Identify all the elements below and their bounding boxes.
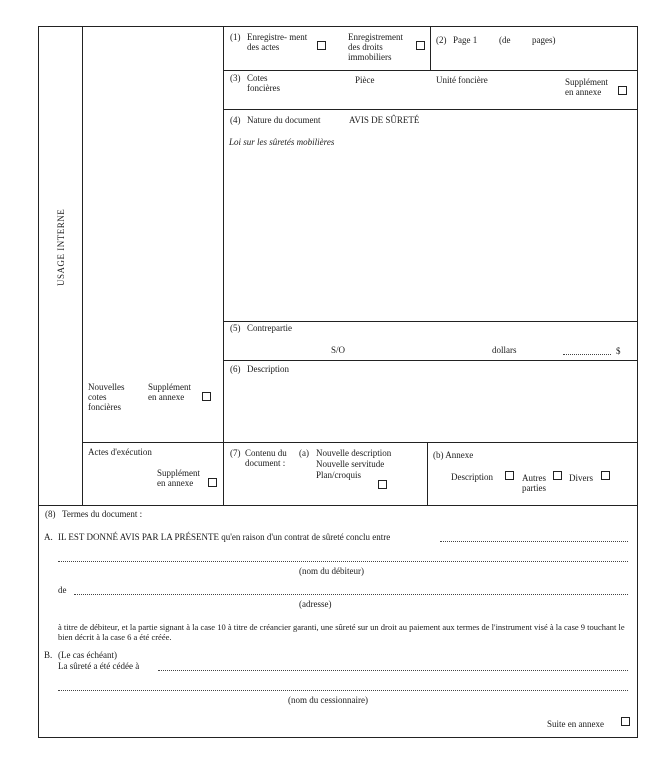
section-a-paragraph: à titre de débiteur, et la partie signant à la case 10 à titre de créancier garanti, une sûreté sur un droit au paiement aux termes de l'instrument visé à la case 9 touchant le bien décrit à la case 6 a été créée. — [58, 622, 625, 642]
actes-execution-label: Actes d'exécution — [88, 447, 152, 457]
termes-document-label: Termes du document : — [62, 509, 143, 519]
box8-number: (8) — [45, 509, 56, 519]
dollars-label: dollars — [492, 345, 517, 355]
supplement-checkbox-3[interactable] — [618, 86, 627, 95]
row-line-1 — [223, 70, 637, 71]
enregistrement-actes-checkbox[interactable] — [317, 41, 326, 50]
piece-label: Pièce — [355, 75, 375, 85]
box1-number: (1) — [230, 32, 241, 42]
nature-document-label: Nature du document — [247, 115, 321, 125]
supplement-checkbox-2[interactable] — [208, 478, 217, 487]
row-line-3 — [223, 109, 637, 110]
adresse-caption: (adresse) — [299, 599, 332, 609]
box7-a-label: (a) — [299, 448, 309, 458]
box6-number: (6) — [230, 364, 241, 374]
section-b-text: La sûreté a été cédée à — [58, 661, 140, 671]
cessionnaire-field-1[interactable] — [158, 670, 628, 671]
nom-debiteur-caption: (nom du débiteur) — [299, 566, 364, 576]
suite-annexe-label: Suite en annexe — [547, 719, 604, 729]
box1-box2-divider — [430, 26, 431, 70]
box2-number: (2) — [436, 35, 447, 45]
nouvelles-cotes-label: Nouvelles cotes foncières — [88, 382, 125, 412]
nouvelle-description-label: Nouvelle description — [316, 448, 392, 458]
unite-fonciere-label: Unité foncière — [436, 75, 488, 85]
nom-cessionnaire-caption: (nom du cessionnaire) — [288, 695, 368, 705]
main-divider — [223, 26, 224, 505]
autres-parties-label: Autres parties — [522, 473, 546, 493]
usage-interne-label: USAGE INTERNE — [56, 208, 66, 286]
row-line-6 — [82, 442, 637, 443]
enregistrement-actes-label: Enregistre- ment des actes — [247, 32, 308, 52]
description-label: Description — [247, 364, 289, 374]
adresse-field[interactable] — [74, 594, 628, 595]
section-a-label: A. — [44, 532, 53, 542]
box7-number: (7) — [230, 448, 241, 458]
annexe-description-checkbox[interactable] — [505, 471, 514, 480]
row-line-4 — [223, 321, 637, 322]
so-value: S/O — [331, 345, 346, 355]
box4-number: (4) — [230, 115, 241, 125]
outer-border-top — [38, 26, 638, 27]
box5-number: (5) — [230, 323, 241, 333]
page-de-label: (de — [499, 35, 511, 45]
plan-croquis-label: Plan/croquis — [316, 470, 361, 480]
outer-border-bottom — [38, 737, 638, 738]
debiteur-field[interactable] — [58, 561, 628, 562]
contenu-document-label: Contenu du document : — [245, 448, 287, 468]
amount-field[interactable] — [563, 354, 611, 355]
outer-border-left — [38, 26, 39, 738]
currency-symbol: $ — [616, 346, 621, 356]
supplement-checkbox-1[interactable] — [202, 392, 211, 401]
cessionnaire-field-2[interactable] — [58, 690, 628, 691]
contrepartie-label: Contrepartie — [247, 323, 292, 333]
row-line-5 — [223, 360, 637, 361]
section-b-label: B. — [44, 650, 53, 660]
suite-annexe-checkbox[interactable] — [621, 717, 630, 726]
divers-label: Divers — [569, 473, 593, 483]
annexe-label: (b) Annexe — [433, 450, 474, 460]
outer-border-right — [637, 26, 638, 738]
nouvelle-servitude-label: Nouvelle servitude — [316, 459, 385, 469]
row-line-7 — [38, 505, 638, 506]
enregistrement-droits-checkbox[interactable] — [416, 41, 425, 50]
autres-parties-checkbox[interactable] — [553, 471, 562, 480]
supplement-annexe-label-3: Supplément en annexe — [565, 77, 608, 97]
annexe-description-label: Description — [451, 472, 493, 482]
pages-label: pages) — [532, 35, 556, 45]
box7-checkbox[interactable] — [378, 480, 387, 489]
section-a-text: IL EST DONNÉ AVIS PAR LA PRÉSENTE qu'en raison d'un contrat de sûreté conclu entre — [58, 532, 391, 542]
enregistrement-droits-label: Enregistrement des droits immobiliers — [348, 32, 403, 62]
box7-boxb-divider — [427, 442, 428, 505]
divers-checkbox[interactable] — [601, 471, 610, 480]
loi-suretes-label: Loi sur les sûretés mobilières — [229, 137, 335, 147]
supplement-annexe-label-2: Supplément en annexe — [157, 468, 200, 488]
de-label: de — [58, 585, 67, 595]
sidebar-divider — [82, 26, 83, 505]
cotes-foncieres-label: Cotes foncières — [247, 73, 280, 93]
le-cas-echeant-label: (Le cas échéant) — [58, 650, 117, 660]
nature-document-value: AVIS DE SÛRETÉ — [349, 115, 420, 125]
supplement-annexe-label-1: Supplément en annexe — [148, 382, 191, 402]
box3-number: (3) — [230, 73, 241, 83]
page-label: Page 1 — [453, 35, 478, 45]
contrat-entre-field[interactable] — [440, 541, 628, 542]
